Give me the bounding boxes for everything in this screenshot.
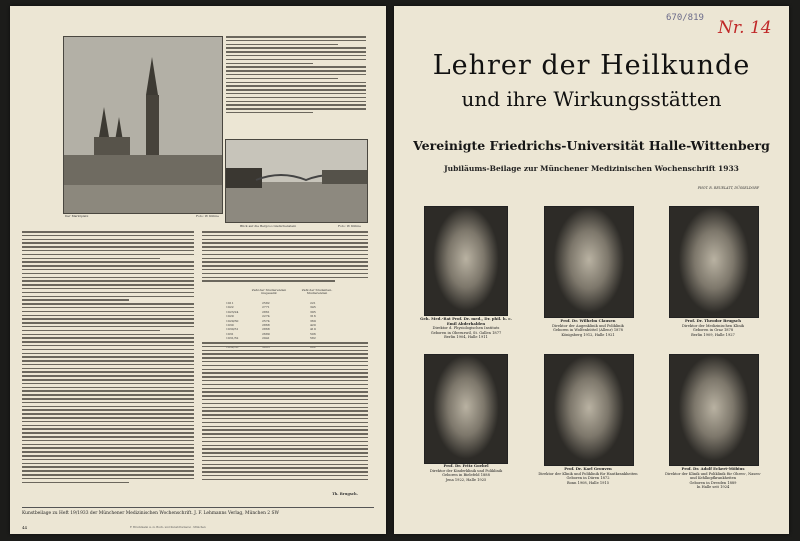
caption-name: Prof. Dr. Fritz Goebel [443, 463, 489, 468]
university-name: Vereinigte Friedrichs-Universität Halle-Wittenberg [413, 138, 770, 153]
table-cell: 2582 [262, 301, 270, 305]
caption-name: Prof. Dr. Karl Grouven [564, 466, 612, 471]
caption-brugsch [663, 319, 763, 337]
caption-line: Direktor der Klinik und Poliklinik für Ohren-, Nasen- und Kehlkopfkrankheiten [665, 471, 761, 480]
table-cell: 419 [310, 327, 316, 332]
hand-number: 670/819 [666, 13, 704, 23]
table-cell: 2941 [262, 336, 270, 341]
table-cell: 395 [310, 309, 316, 314]
right-page [394, 6, 789, 534]
portrait-goebel [424, 354, 508, 464]
page-number: 44 [22, 525, 28, 530]
supplement-title: Jubiläums-Beilage zur Münchener Medizinischen Wochenschrift 1933 [444, 164, 739, 173]
caption-name: Prof. Dr. Wilhelm Clausen [560, 318, 616, 323]
caption-clausen [538, 319, 638, 337]
caption-goebel [416, 464, 516, 482]
market-square-photo [63, 36, 223, 214]
table-cell: 2274 [262, 314, 270, 319]
table-cell: 1922 [226, 305, 234, 310]
table-cell: 1930 [226, 322, 234, 327]
caption-line: Direktor d. Physiologischen Instituts [432, 326, 500, 330]
caption-line: Geboren in Graz 1878 [692, 328, 734, 332]
left-page [10, 6, 386, 534]
caption-line: Königsberg 1912, Halle 1921 [561, 332, 615, 337]
footer: Kunstbeilage zu Heft 19/1933 der Münchener Medizinischen Wochenschrift. J. F. Lehmanns Verlag, München 2 SW [22, 507, 374, 516]
caption-line: Berlin 1904, Halle 1911 [444, 335, 488, 339]
right-column-text-bottom [202, 342, 368, 492]
caption-line: Geboren in Bielefeld 1888 [442, 473, 490, 477]
caption-name: Prof. Dr. Theodor Brugsch [685, 318, 741, 323]
caption-name: Geh. Med.-Rat Prof. Dr. med., Dr. phil. h. c. Emil Abderhalden [420, 316, 512, 326]
caption-line: In Halle seit 1924 [696, 485, 730, 489]
portrait-brugsch [669, 206, 759, 318]
caption-line: Geboren in Dresden 1889 [689, 480, 737, 485]
river-photo [225, 139, 368, 223]
table-cell: 2868 [262, 327, 270, 332]
table-cell: 2868 [262, 322, 270, 327]
caption-line: Geboren in Oberuzwil, St. Gallen 1877 [430, 330, 502, 335]
signature: Th. Brugsch. [332, 492, 358, 496]
caption-grouven [538, 467, 638, 485]
caption-eckert-moebius [663, 467, 763, 490]
market-credit: Foto: W. Kühne [196, 214, 219, 218]
table-cell: 316 [310, 314, 316, 319]
table-cell: 582 [310, 336, 316, 341]
table-cell: 2861 [262, 309, 270, 314]
table-cell: 1923/24 [226, 309, 239, 314]
table-cell: 2771 [262, 305, 270, 310]
portrait-clausen [544, 206, 634, 318]
caption-line: Bonn 1908, Halle 1915 [567, 480, 609, 485]
caption-abderhalden [416, 317, 516, 340]
church-towers-icon [64, 37, 222, 213]
caption-line: Berlin 1909, Halle 1927 [691, 332, 735, 337]
table-col2-header: Zahl der Studenten-Studierenden [301, 288, 333, 296]
caption-line: Jena 1922, Halle 1925 [445, 477, 487, 482]
table-cell: 420 [310, 322, 316, 327]
table-cell: 2574 [262, 318, 270, 323]
market-caption: Der Marktplatz [65, 214, 89, 218]
river-caption: Blick auf die Bergzoo Giebichenstein [240, 224, 297, 228]
upper-right-text [226, 36, 366, 132]
caption-line: Direktor der Klinik und Poliklinik für Hautkrankheiten [538, 471, 638, 476]
table-cell: 345 [310, 305, 316, 310]
table-cell: 1929/30 [226, 318, 239, 323]
imprint: F. Bruckmann A.-G. Buch- und Kunstdruckerei · München [130, 526, 206, 529]
portrait-grouven [544, 354, 634, 466]
page-title-line2: und ihre Wirkungsstätten [461, 87, 722, 111]
table-cell: 506 [310, 331, 316, 336]
river-bridge-icon [226, 140, 367, 222]
caption-line: Direktor der Augenklinik und Poliklinik [552, 323, 624, 328]
portrait-eckert-moebius [669, 354, 759, 466]
table-col1-header: Zahl der Studierenden insgesamt [251, 288, 287, 296]
table-cell: 1911 [226, 301, 234, 305]
page-title: Lehrer der Heilkunde [432, 50, 751, 81]
table-cell: 1931/32 [226, 336, 239, 341]
table-cell: 1931 [226, 331, 234, 336]
left-column-text [22, 231, 194, 499]
portrait-abderhalden [424, 206, 508, 316]
hand-red-number: Nr. 14 [718, 18, 772, 38]
caption-line: Direktor der Medizinischen Klinik [682, 323, 744, 328]
river-credit: Foto: W. Kühne [338, 224, 361, 228]
table-cell: 1930/31 [226, 327, 239, 332]
caption-line: Direktor der Kinderklinik und Poliklinik [429, 468, 503, 473]
caption-line: Geboren in Düren 1872 [566, 476, 610, 480]
caption-line: Geboren in Wolfenbüttel (Allenr) 1878 [553, 328, 623, 332]
photo-credit: PHOT. R. REUELATT, DÜSSELDORF [697, 186, 759, 190]
table-cell: 1929 [226, 314, 234, 319]
caption-name: Prof. Dr. Adolf Eckert-Möbius [681, 466, 745, 471]
table-cell: 221 [310, 301, 316, 305]
right-column-text-top [202, 231, 368, 285]
table-cell: 2689 [262, 331, 270, 336]
table-cell: 369 [310, 318, 316, 323]
